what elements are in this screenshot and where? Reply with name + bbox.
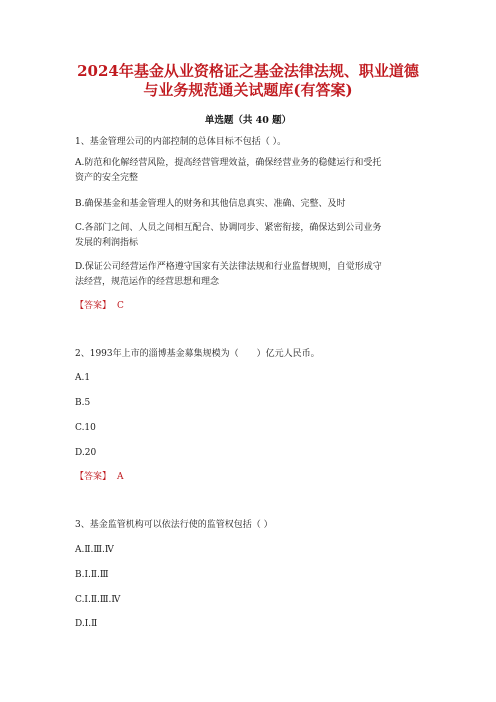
- question-2-stem: 2、1993年上市的淄博基金募集规模为（ ）亿元人民币。: [75, 349, 320, 359]
- question-2-answer: [75, 471, 124, 483]
- question-1-option-c-line2: 发展的利润指标: [75, 238, 139, 248]
- question-1-option-d-line1: D.保证公司经营运作严格遵守国家有关法律法规和行业监督规则，自觉形成守: [75, 262, 382, 272]
- question-3-option-d: D.Ⅰ.Ⅱ: [75, 619, 98, 629]
- question-2-option-a: A.1: [75, 373, 91, 383]
- question-1-option-d-line2: 法经营，规范运作的经营思想和理念: [75, 277, 220, 287]
- answer-value: C: [117, 301, 124, 311]
- question-3-stem: 3、基金监管机构可以依法行使的监管权包括（ ）: [75, 520, 273, 530]
- document-title-line1: 2024年基金从业资格证之基金法律法规、职业道德: [77, 62, 419, 80]
- question-2-option-d: D.20: [75, 448, 97, 458]
- answer-value: A: [117, 472, 124, 482]
- question-2-option-b: B.5: [75, 398, 91, 408]
- question-1-option-a-line1: A.防范和化解经营风险，提高经营管理效益，确保经营业务的稳健运行和受托: [75, 158, 382, 168]
- answer-label: 【答案】: [75, 301, 112, 311]
- question-1-answer: [75, 300, 124, 312]
- question-1-stem: 1、基金管理公司的内部控制的总体目标不包括（ ）。: [75, 137, 287, 147]
- question-1-option-c-line1: C.各部门之间、人员之间相互配合、协调同步、紧密衔接，确保达到公司业务: [75, 223, 382, 233]
- section-heading: 单选题（共 40 题）: [204, 115, 292, 126]
- question-1-option-b: B.确保基金和基金管理人的财务和其他信息真实、准确、完整、及时: [75, 199, 346, 209]
- question-2-option-c: C.10: [75, 423, 96, 433]
- question-3-option-a: A.Ⅱ.Ⅲ.Ⅳ: [75, 545, 114, 555]
- answer-label: 【答案】: [75, 472, 112, 482]
- question-3-option-b: B.Ⅰ.Ⅱ.Ⅲ: [75, 570, 109, 580]
- question-3-option-c: C.Ⅰ.Ⅱ.Ⅲ.Ⅳ: [75, 595, 121, 605]
- document-title-line2: 与业务规范通关试题库(有答案): [143, 81, 353, 99]
- question-1-option-a-line2: 资产的安全完整: [75, 173, 139, 183]
